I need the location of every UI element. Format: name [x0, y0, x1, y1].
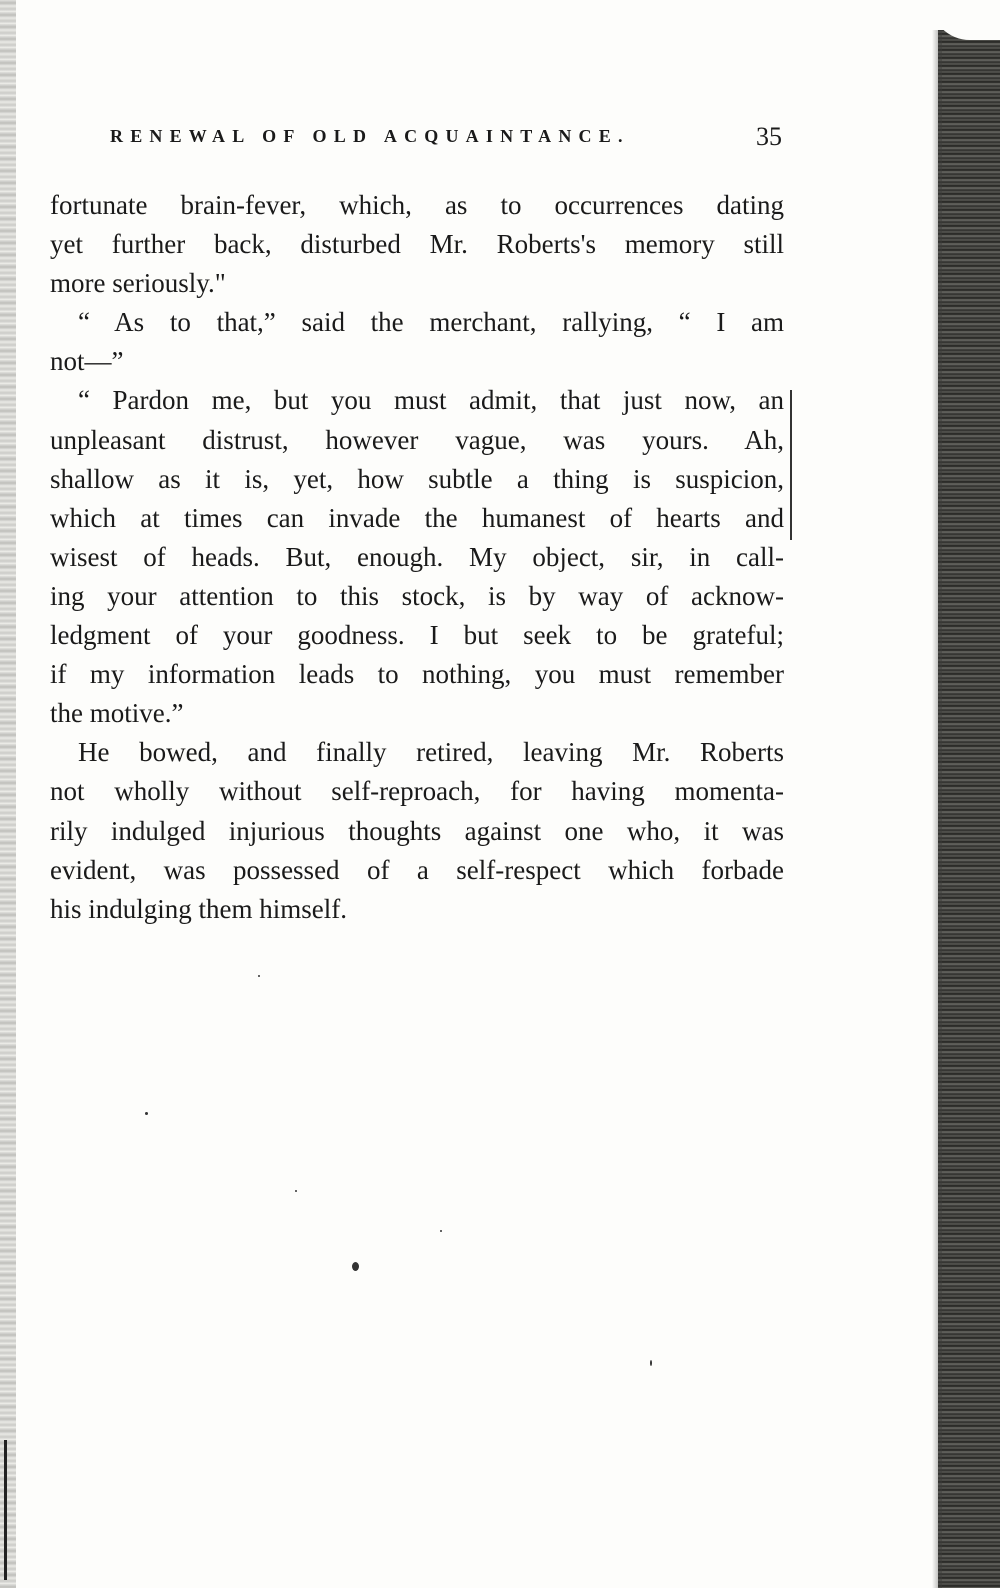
running-title: RENEWAL OF OLD ACQUAINTANCE.	[110, 126, 630, 146]
text-line: wisest of heads. But, enough. My object, sir, in call-	[50, 541, 784, 572]
text-line: if my information leads to nothing, you must remember	[50, 659, 784, 690]
text-line: his indulging them himself.	[50, 893, 347, 924]
ink-speck	[650, 1360, 652, 1366]
body-text	[50, 186, 784, 929]
text-line: not—”	[50, 346, 124, 377]
ink-speck	[352, 1262, 359, 1271]
ink-speck	[145, 1112, 148, 1115]
text-line: the motive.”	[50, 698, 184, 729]
text-line: which at times can invade the humanest of hearts and	[50, 502, 784, 533]
text-line: “ As to that,” said the merchant, rallying, “ I am	[78, 307, 784, 338]
margin-mark	[790, 390, 792, 540]
page-number: 35	[756, 122, 782, 151]
text-line: not wholly without self-reproach, for having momenta-	[50, 776, 784, 807]
text-line: evident, was possessed of a self-respect which forbade	[50, 854, 784, 885]
ink-speck	[440, 1230, 442, 1232]
text-line: “ Pardon me, but you must admit, that just now, an	[78, 385, 784, 416]
text-line: ledgment of your goodness. I but seek to be grateful;	[50, 620, 784, 651]
text-line: fortunate brain-fever, which, as to occurrences dating	[50, 190, 784, 220]
text-line: He bowed, and finally retired, leaving Mr. Roberts	[78, 737, 784, 768]
page-fore-edge	[938, 30, 1000, 1588]
page-gutter-edge	[0, 0, 16, 1588]
binding-mark	[4, 1440, 7, 1580]
ink-speck	[258, 975, 260, 977]
text-line: more seriously."	[50, 268, 226, 299]
running-head	[110, 122, 782, 156]
text-line: rily indulged injurious thoughts against one who, it was	[50, 815, 784, 846]
text-line: shallow as it is, yet, how subtle a thing is suspicion,	[50, 463, 784, 494]
text-line: yet further back, disturbed Mr. Roberts's memory still	[50, 229, 784, 260]
ink-speck	[295, 1190, 297, 1192]
text-line: ing your attention to this stock, is by way of acknow-	[50, 580, 784, 611]
text-line: unpleasant distrust, however vague, was yours. Ah,	[50, 424, 784, 455]
